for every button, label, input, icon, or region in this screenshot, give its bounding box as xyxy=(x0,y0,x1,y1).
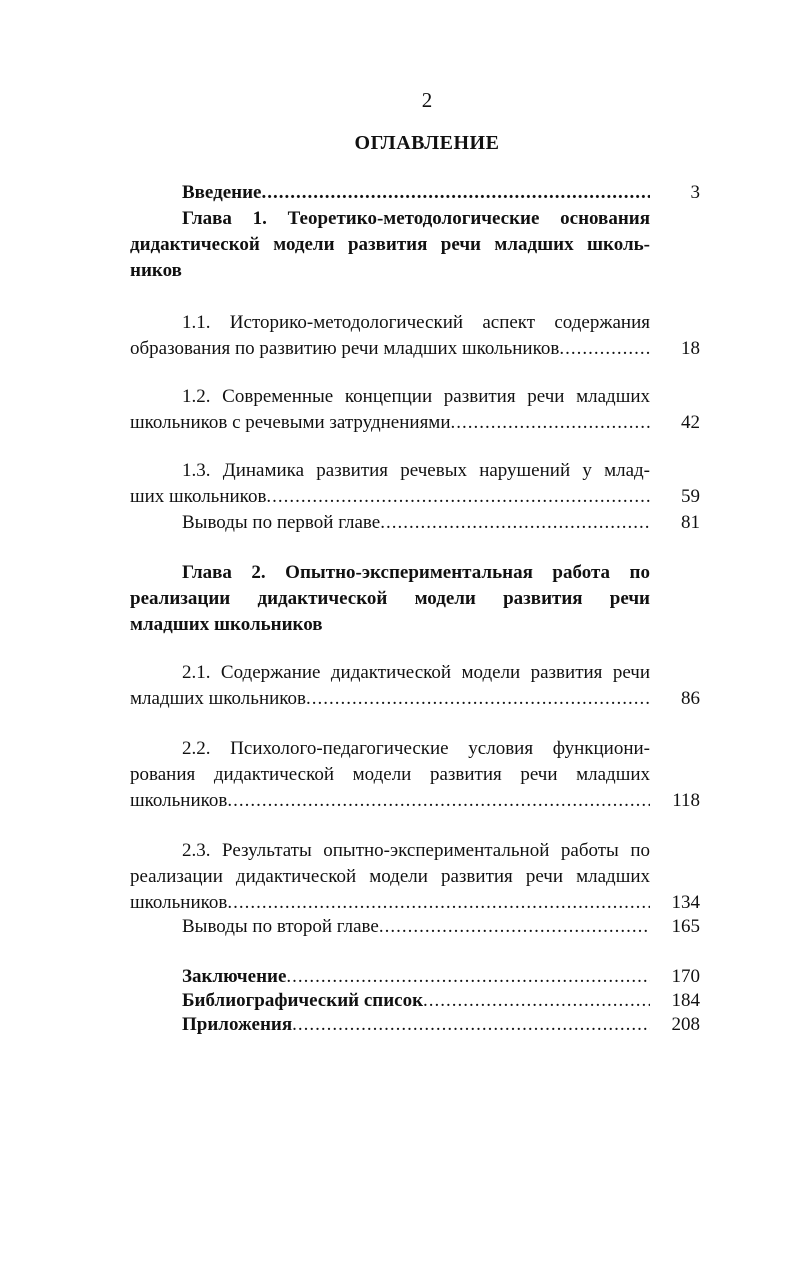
toc-entry-label: школьников с речевыми затруднениями xyxy=(130,412,451,433)
toc-page-1-1: 18 xyxy=(681,338,700,359)
toc-title: ОГЛАВЛЕНИЕ xyxy=(354,132,500,154)
section-2-3-line1[interactable]: 2.3. Результаты опытно-экспериментальной работы по xyxy=(182,840,650,861)
leader-dots xyxy=(423,988,650,1014)
section-2-1-line1[interactable]: 2.1. Содержание дидактической модели развития речи xyxy=(182,662,650,683)
chapter2-title-line2[interactable]: реализации дидактической модели развития речи xyxy=(130,588,650,609)
toc-page-2-3: 134 xyxy=(671,892,700,913)
leader-dots xyxy=(306,686,650,712)
section-1-2-line1[interactable]: 1.2. Современные концепции развития речи младших xyxy=(182,386,650,407)
toc-entry-label: Выводы по первой главе xyxy=(182,512,381,533)
toc-entry-label: Выводы по второй главе xyxy=(182,916,379,937)
leader-dots xyxy=(559,336,650,362)
section-2-2-line2[interactable]: рования дидактической модели развития речи младших xyxy=(130,764,650,785)
chapter1-conclusions[interactable] xyxy=(182,510,650,536)
chapter1-title-line1[interactable]: Глава 1. Теоретико-методологические основания xyxy=(182,208,650,229)
leader-dots xyxy=(262,180,651,206)
toc-page-1-3: 59 xyxy=(681,486,700,507)
section-1-1-line1[interactable]: 1.1. Историко-методологический аспект содержания xyxy=(182,312,650,333)
chapter2-title-line1[interactable]: Глава 2. Опытно-экспериментальная работа по xyxy=(182,562,650,583)
toc-entry-label: школьников xyxy=(130,892,228,913)
section-1-3-line1[interactable]: 1.3. Динамика развития речевых нарушений у млад- xyxy=(182,460,650,481)
toc-entry-bibliography[interactable] xyxy=(182,988,650,1014)
toc-entry-label: Введение xyxy=(182,182,262,203)
section-1-2-line2[interactable] xyxy=(130,410,650,436)
chapter1-title-line2[interactable]: дидактической модели развития речи младших школь- xyxy=(130,234,650,255)
section-2-3-line2[interactable]: реализации дидактической модели развития речи младших xyxy=(130,866,650,887)
leader-dots xyxy=(380,510,650,536)
chapter2-title-line3[interactable]: младших школьников xyxy=(130,614,323,635)
toc-entry-label: младших школьников xyxy=(130,688,307,709)
toc-entry-label: образования по развитию речи младших школьников xyxy=(130,338,560,359)
leader-dots xyxy=(227,890,650,916)
section-2-2-line3[interactable] xyxy=(130,788,650,814)
toc-page-conclusion: 170 xyxy=(671,966,700,987)
chapter1-title-line3[interactable]: ников xyxy=(130,260,182,281)
toc-entry-label: школьников xyxy=(130,790,228,811)
section-2-1-line2[interactable] xyxy=(130,686,650,712)
toc-page-appendices: 208 xyxy=(671,1014,700,1035)
leader-dots xyxy=(227,788,650,814)
toc-entry-label: ших школьников xyxy=(130,486,267,507)
leader-dots xyxy=(292,1012,650,1038)
section-2-3-line3[interactable] xyxy=(130,890,650,916)
toc-entry-appendices[interactable] xyxy=(182,1012,650,1038)
section-1-1-line2[interactable] xyxy=(130,336,650,362)
page-number: 2 xyxy=(421,88,433,112)
toc-entry-label: Приложения xyxy=(182,1014,293,1035)
toc-page-intro: 3 xyxy=(690,182,700,203)
toc-page-chapter1-conclusions: 81 xyxy=(681,512,700,533)
toc-page-2-2: 118 xyxy=(672,790,700,811)
toc-page-1-2: 42 xyxy=(681,412,700,433)
section-1-3-line2[interactable] xyxy=(130,484,650,510)
toc-page-2-1: 86 xyxy=(681,688,700,709)
toc-entry-label: Библиографический список xyxy=(182,990,424,1011)
chapter2-conclusions[interactable] xyxy=(182,914,650,940)
leader-dots xyxy=(266,484,650,510)
toc-entry-label: Заключение xyxy=(182,966,287,987)
toc-entry-conclusion[interactable] xyxy=(182,964,650,990)
toc-page-chapter2-conclusions: 165 xyxy=(671,916,700,937)
toc-page-bibliography: 184 xyxy=(671,990,700,1011)
leader-dots xyxy=(451,410,651,436)
section-2-2-line1[interactable]: 2.2. Психолого-педагогические условия функциони- xyxy=(182,738,650,759)
toc-entry-intro[interactable] xyxy=(182,180,650,206)
leader-dots xyxy=(379,914,650,940)
leader-dots xyxy=(286,964,650,990)
